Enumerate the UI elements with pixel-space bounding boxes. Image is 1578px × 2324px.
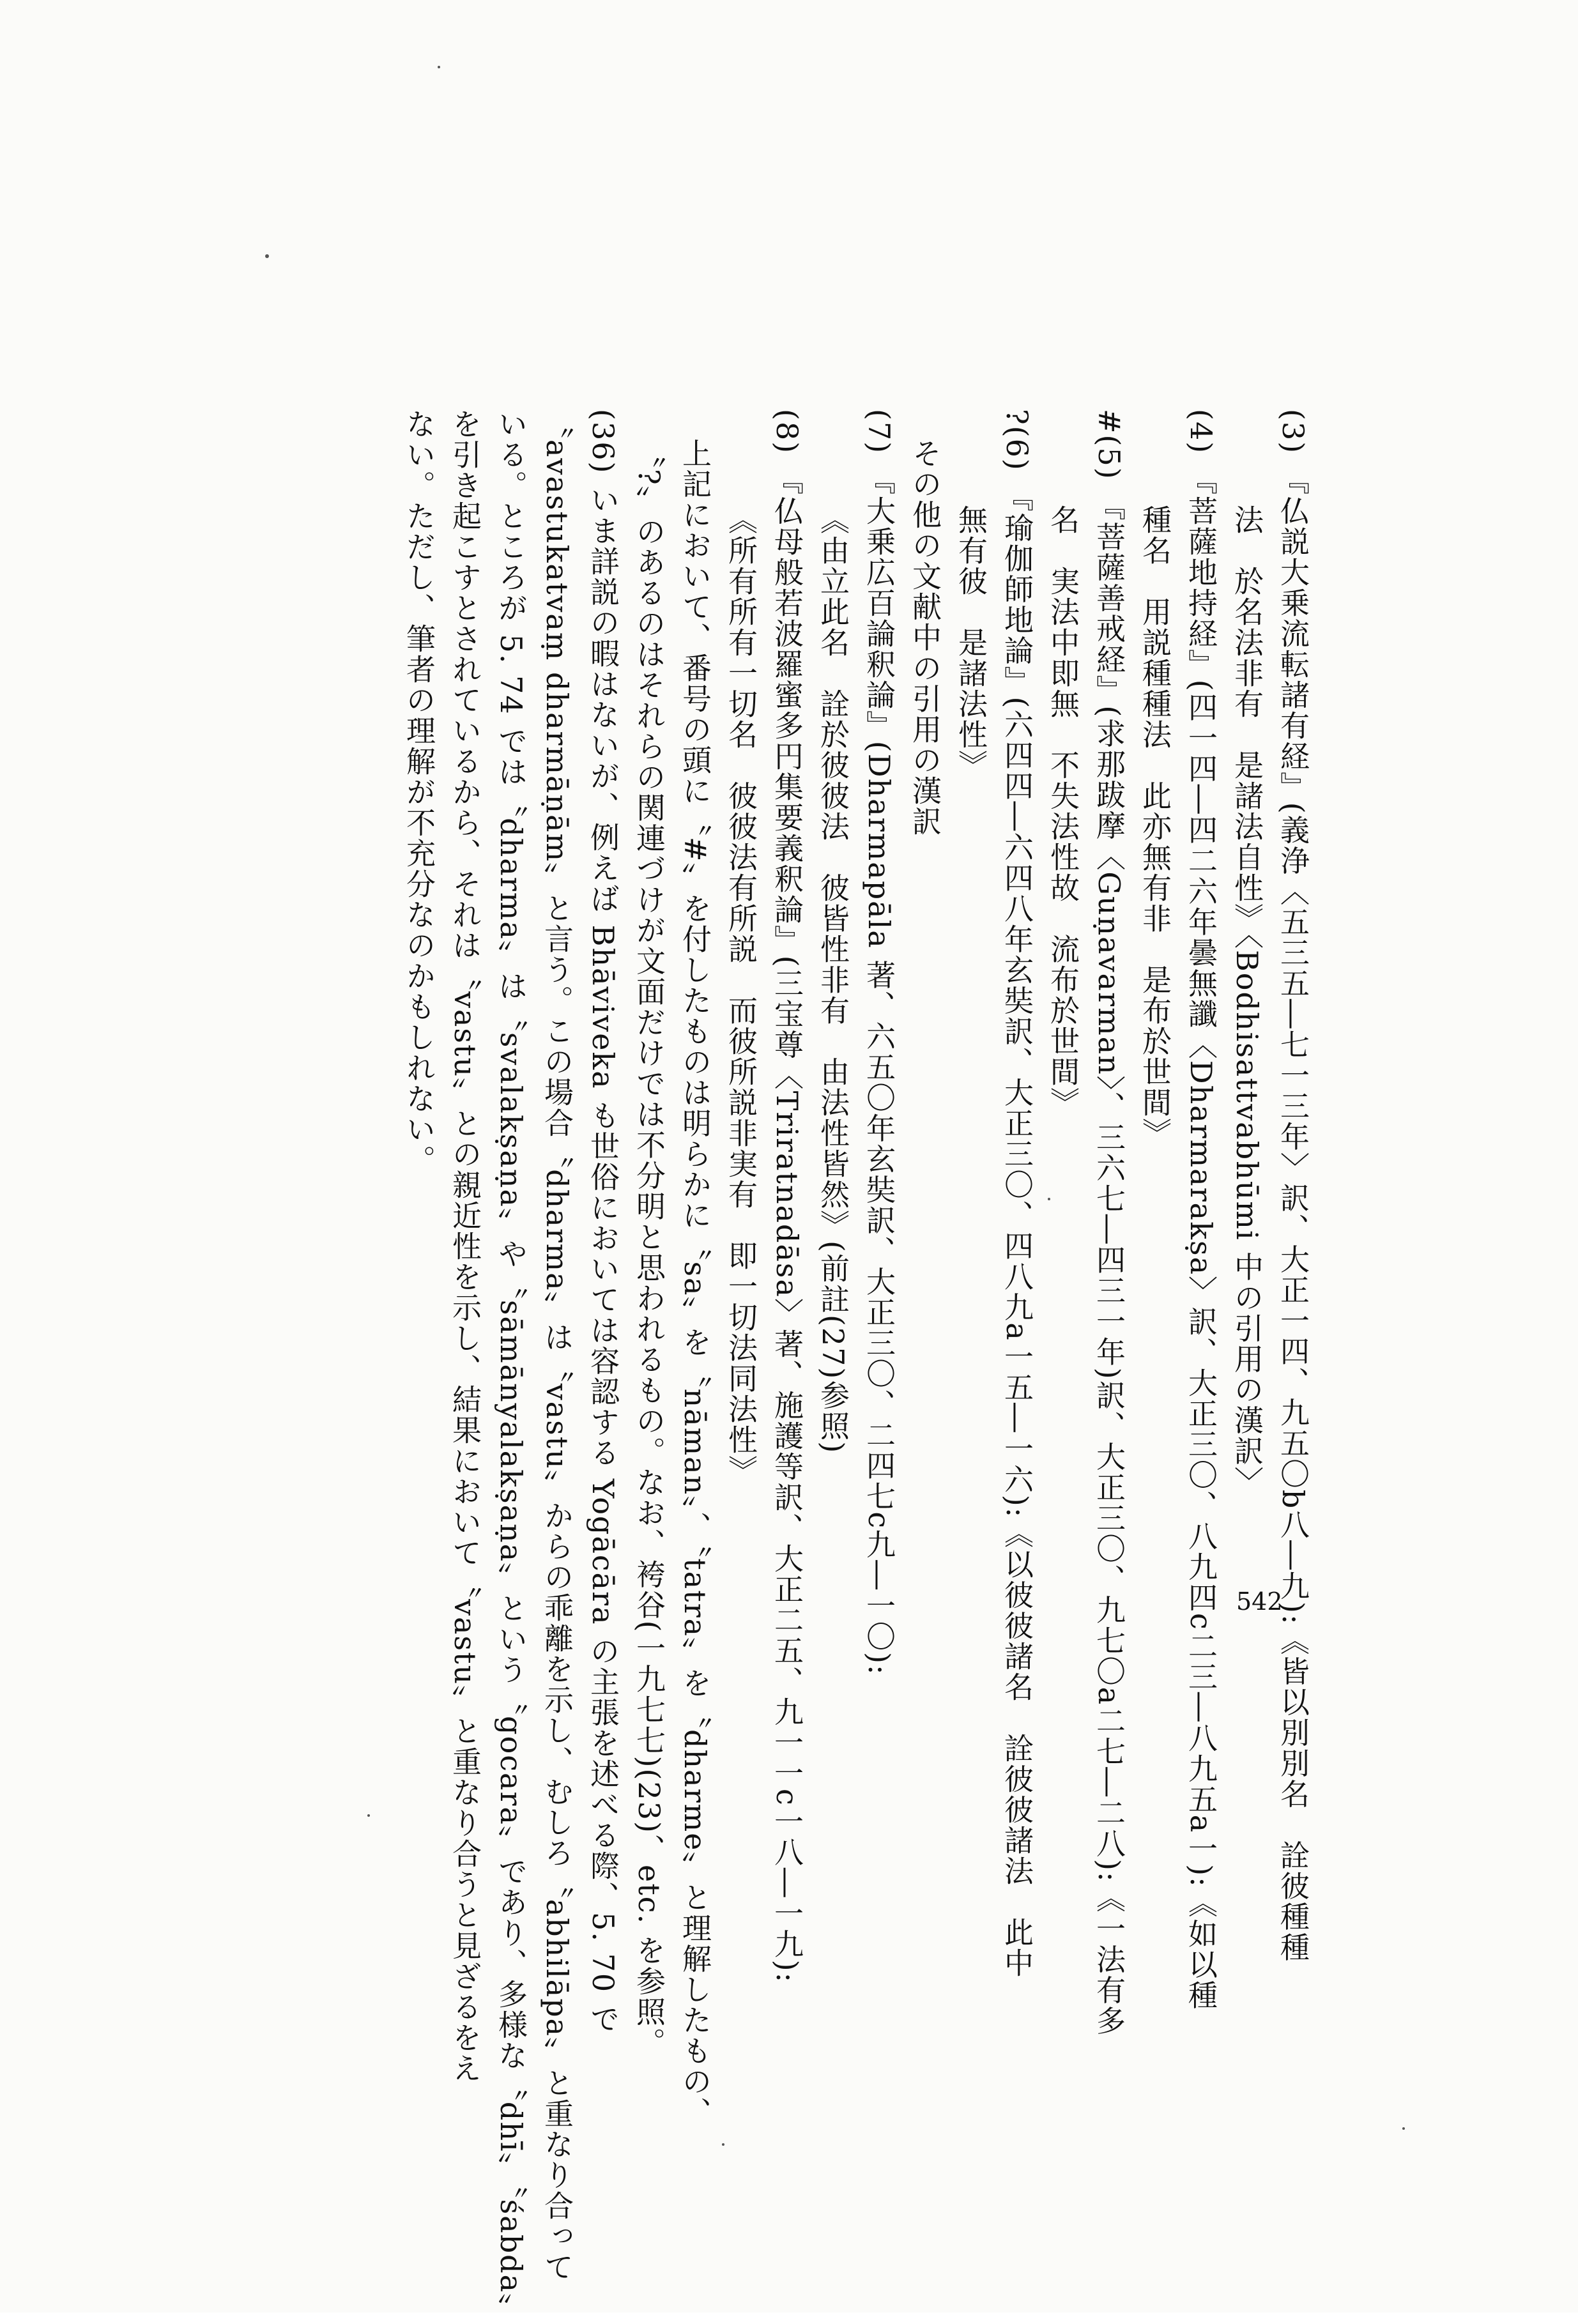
- text-line: いる。ところが 5. 74 では〝dharma〟は〝svalakṣaṇa〟や〝sāmānyalakṣaṇa〟という〝gocara〟であり、多様な〝dhī〟〝śabda〟: [494, 409, 528, 2324]
- text-line: (3) 『仏説大乗流転諸有経』(義浄〈五三五―七一三年〉訳、大正一四、九五〇b八―九):《皆以別別名 詮彼種種: [1276, 409, 1310, 1963]
- page-number: 542: [1236, 1587, 1283, 1616]
- text-line: 無有彼 是諸法性》: [954, 505, 988, 781]
- text-line: 上記において、番号の頭に〝#〟を付したものは明らかに〝sa〟を〝nāman〟、〝tatra〟を〝dharme〟と理解したもの、: [678, 438, 712, 2128]
- text-line: (36) いま詳説の暇はないが、例えば Bhāviveka も世俗においては容認する Yogācāra の主張を述べる際、5. 70 で: [586, 409, 620, 2035]
- text-line: 《所有所有一切名 彼彼法有所説 而彼所説非実有 即一切法同法性》: [724, 505, 758, 1486]
- text-line: 名 実法中即無 不失法性故 流布於世間》: [1046, 505, 1080, 1118]
- text-line: 法 於名法非有 是諸法自性》〈Bodhisattvabhūmi 中の引用の漢訳〉: [1230, 505, 1264, 1497]
- text-line: ?(6) 『瑜伽師地論』(六四四―六四八年玄奘訳、大正三〇、四八九a一五―一六):《以彼彼諸名 詮彼彼諸法 此中: [1000, 409, 1034, 1979]
- text-line: (8) 『仏母般若波羅蜜多円集要義釈論』(三宝尊〈Triratnadāsa〉著、施護等訳、大正二五、九一一c一八―一九):: [770, 409, 804, 1984]
- scan-speck: [722, 2143, 724, 2146]
- scan-speck: [438, 66, 440, 68]
- text-line: ない。ただし、筆者の理解が不充分なのかもしれない。: [402, 409, 436, 1175]
- text-line: 〝avastukatvaṃ dharmāṇām〟と言う。この場合〝dharma〟は〝vastu〟からの乖離を示し、むしろ〝abhilāpa〟と重なり合って: [540, 409, 574, 2283]
- scan-speck: [367, 1814, 370, 1817]
- scan-speck: [1402, 2127, 1405, 2130]
- text-line: (4) 『菩薩地持経』(四一四―四二六年曇無讖〈Dharmarakṣa〉訳、大正三〇、八九四c二三―八九五a一):《如以種: [1184, 409, 1218, 2011]
- text-line: 《由立此名 詮於彼彼法 彼皆性非有 由法性皆然》(前註(27)参照): [816, 505, 850, 1455]
- text-line: 種名 用説種種法 此亦無有非 是布於世間》: [1138, 505, 1172, 1149]
- text-line: (7) 『大乗広百論釈論』(Dharmapāla 著、六五〇年玄奘訳、大正三〇、二四七c九―一〇):: [862, 409, 896, 1676]
- scan-speck: [265, 254, 269, 258]
- text-line: その他の文献中の引用の漢訳: [908, 438, 942, 837]
- text-line: を引き起こすとされているから、それは〝vastu〟との親近性を示し、結果において〝vastu〟と重なり合うと見ざるをえ: [448, 409, 482, 2084]
- text-line: #(5) 『菩薩善戒経』(求那跋摩〈Guṇavarman〉、三六七―四三一年)訳、大正三〇、九七〇a二七―二八):《一法有多: [1092, 409, 1126, 2037]
- text-line: 〝?〟のあるのはそれらの関連づけが文面だけでは不分明と思われるもの。なお、袴谷(一九七七)(23)、etc. を参照。: [632, 438, 666, 2058]
